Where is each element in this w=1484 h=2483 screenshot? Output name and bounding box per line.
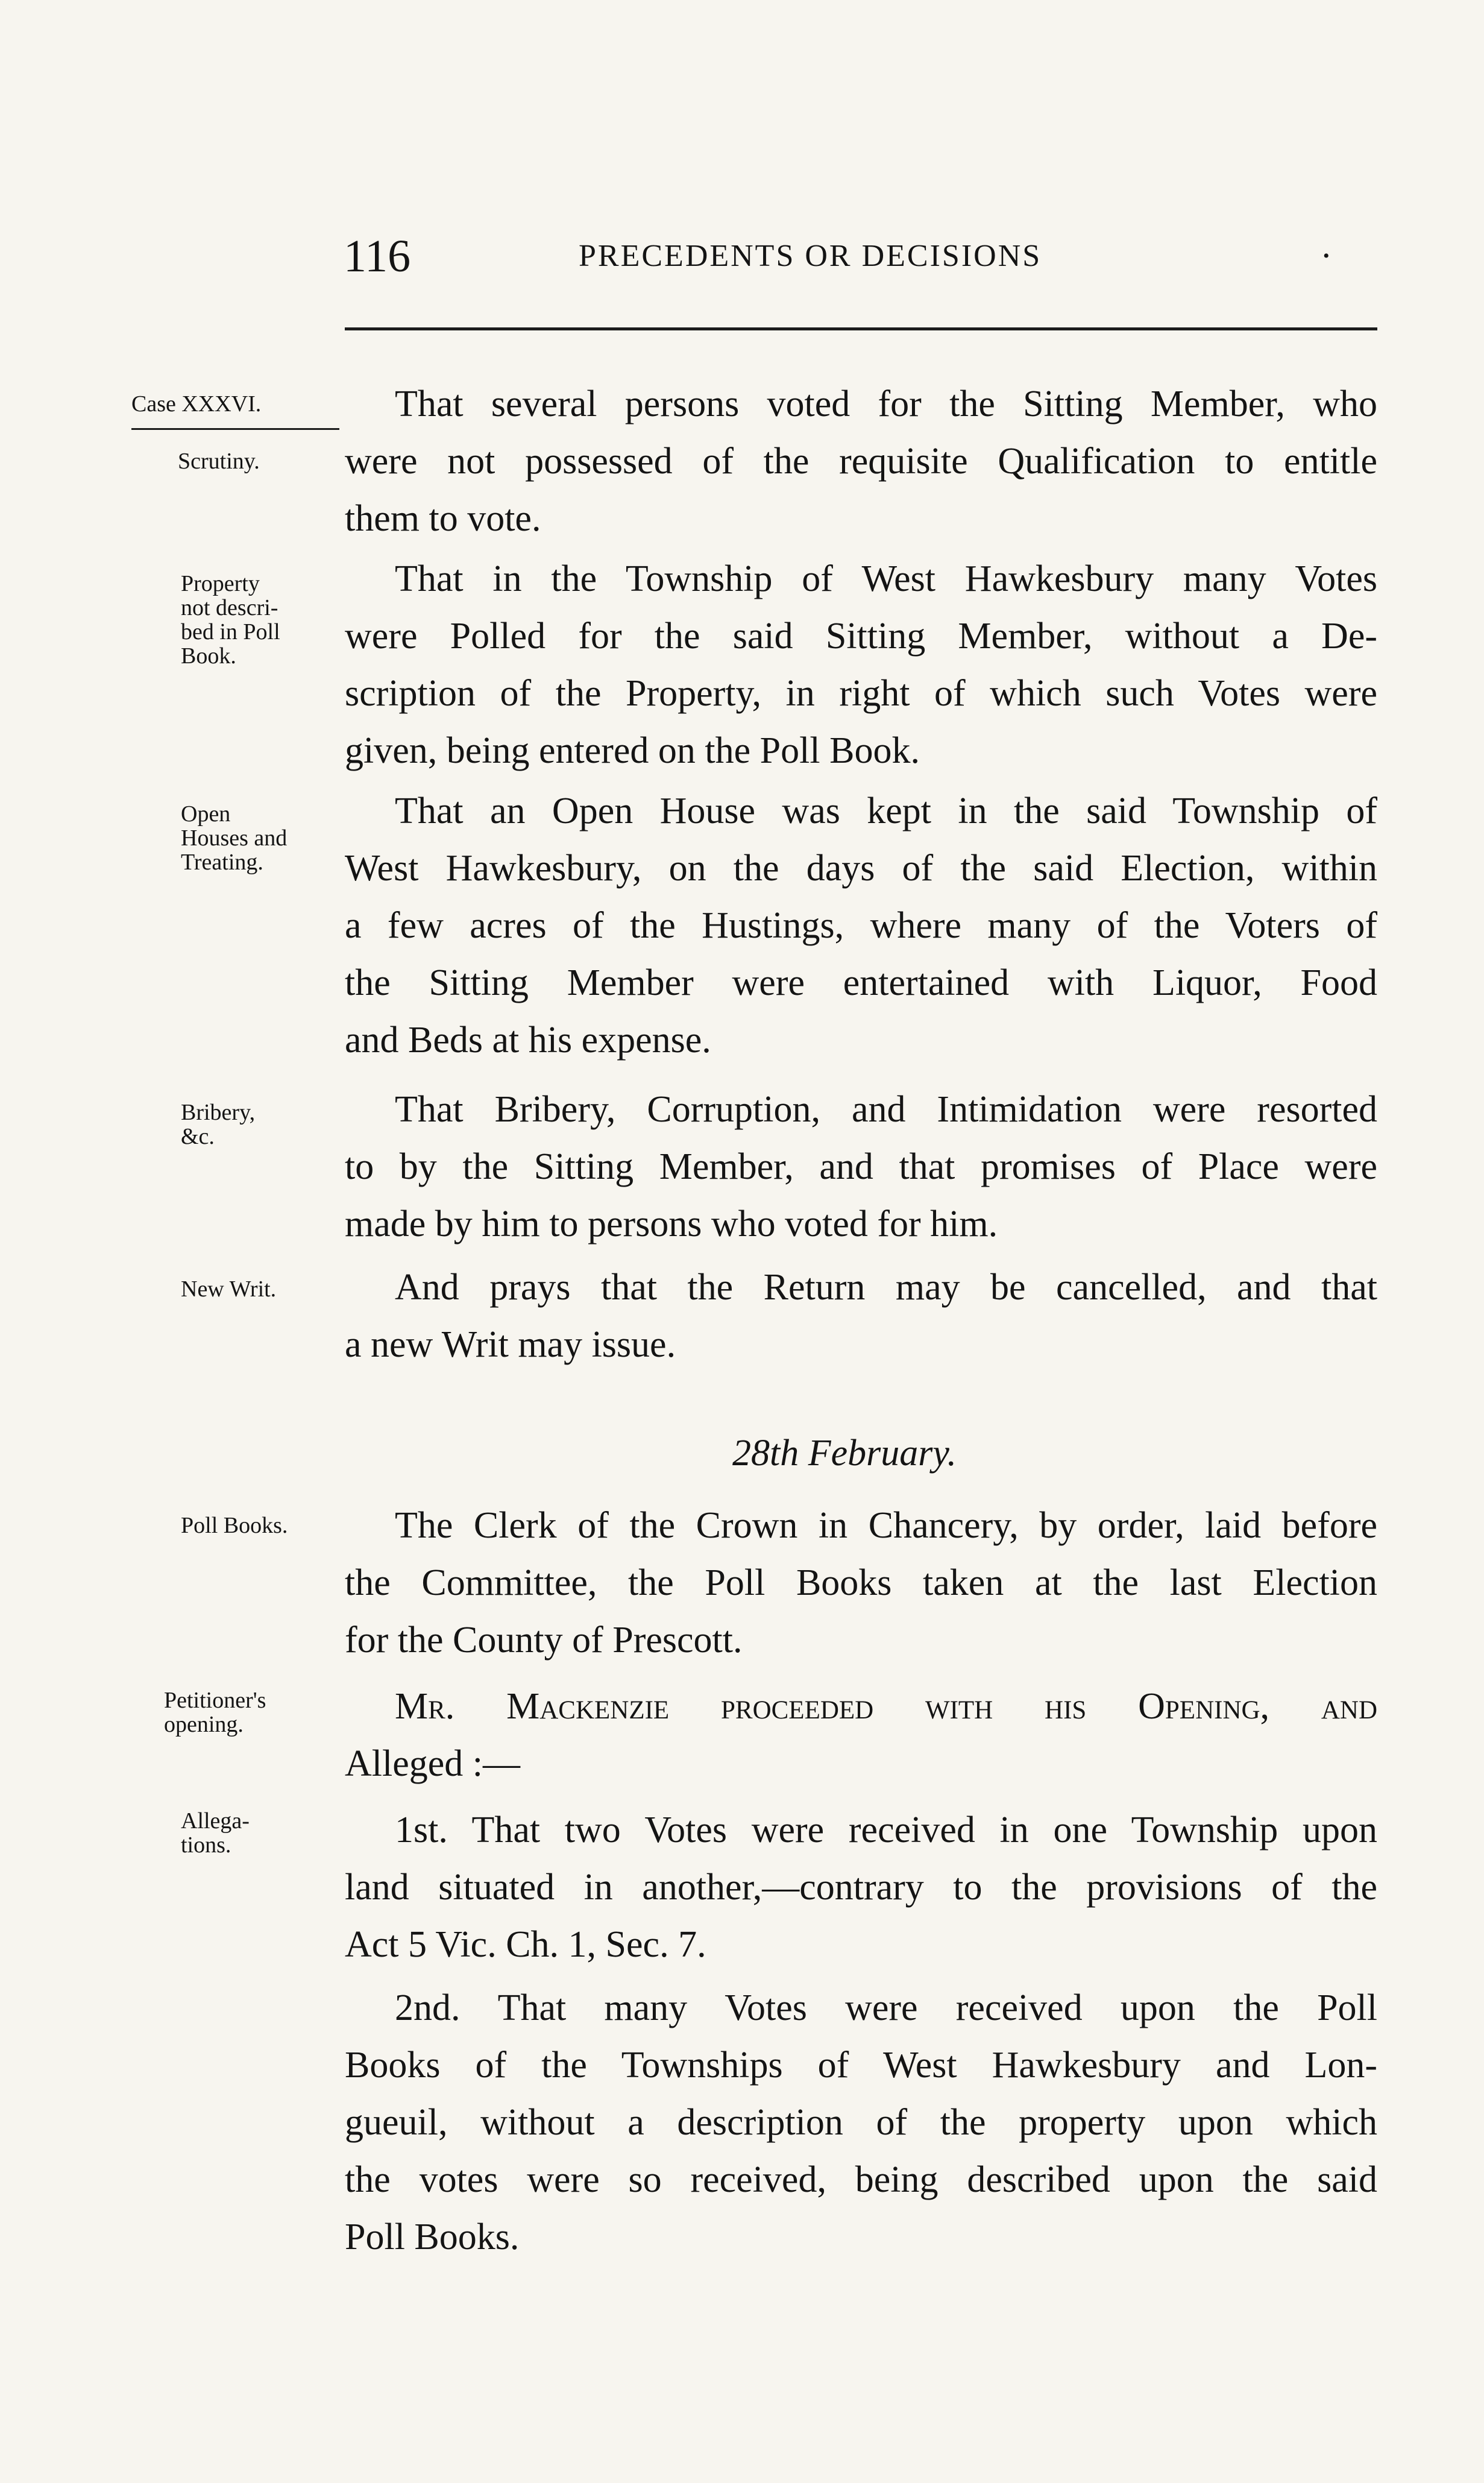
body-line: them to vote. [345, 498, 541, 539]
body-line: a new Writ may issue. [345, 1324, 676, 1365]
sidenote-line: opening. [164, 1712, 244, 1737]
body-line: That several persons voted for the Sitting Member, who [395, 383, 1377, 424]
body-line: The Clerk of the Crown in Chancery, by order, laid before [395, 1505, 1377, 1546]
body-line: That in the Township of West Hawkesbury many Votes [395, 558, 1377, 599]
sidenote-case: Case XXXVI. [131, 391, 262, 417]
body-line: were Polled for the said Sitting Member, without a De- [345, 616, 1377, 657]
body-line: Poll Books. [345, 2216, 520, 2257]
body-line: for the County of Prescott. [345, 1620, 743, 1661]
sidenote-allegations [181, 1809, 250, 1857]
running-title: PRECEDENTS OR DECISIONS [579, 239, 1042, 273]
sidenote-poll-books: Poll Books. [181, 1513, 288, 1538]
sidenote-case-rule [131, 428, 339, 430]
body-line: made by him to persons who voted for him. [345, 1204, 998, 1245]
body-line: Alleged :— [345, 1743, 520, 1784]
page-header [0, 223, 1484, 289]
page-number: 116 [344, 231, 411, 282]
sidenote-line: &c. [181, 1124, 215, 1149]
sidenote-scrutiny: Scrutiny. [178, 449, 260, 474]
body-line: And prays that the Return may be cancelled, and that [395, 1267, 1377, 1308]
sidenote-line: Houses and [181, 825, 288, 851]
body-line: were not possessed of the requisite Qualification to entitle [345, 441, 1377, 482]
body-line: 1st. That two Votes were received in one Township upon [395, 1809, 1377, 1850]
sidenote-line: tions. [181, 1832, 231, 1858]
sidenote-line: bed in Poll [181, 619, 280, 645]
sidenote-line: Bribery, [181, 1100, 256, 1125]
body-line: 2nd. That many Votes were received upon the Poll [395, 1987, 1377, 2028]
sidenote-line: Treating. [181, 850, 263, 875]
printer-mark: • [1323, 246, 1330, 266]
body-line: and Beds at his expense. [345, 1020, 711, 1061]
body-line: Books of the Townships of West Hawkesbury and Lon- [345, 2045, 1377, 2086]
sidenote-bribery [181, 1100, 255, 1149]
sidenote-petitioners-opening [164, 1688, 266, 1737]
body-line: Act 5 Vic. Ch. 1, Sec. 7. [345, 1924, 706, 1965]
sidenote-property [181, 572, 280, 668]
body-line: the Committee, the Poll Books taken at the last Election [345, 1562, 1377, 1603]
body-line: That an Open House was kept in the said Township of [395, 790, 1377, 831]
body-line: to by the Sitting Member, and that promises of Place were [345, 1146, 1377, 1187]
body-line: West Hawkesbury, on the days of the said Election, within [345, 848, 1377, 889]
body-line: given, being entered on the Poll Book. [345, 730, 920, 771]
body-line: the Sitting Member were entertained with Liquor, Food [345, 962, 1377, 1003]
sidenote-line: Petitioner's [164, 1688, 266, 1713]
body-line: Mr. Mackenzie proceeded with his Opening, and [395, 1686, 1377, 1727]
sidenote-line: Book. [181, 643, 236, 669]
sidenote-line: Open [181, 801, 231, 827]
body-line: a few acres of the Hustings, where many of the Voters of [345, 905, 1377, 946]
header-rule [345, 327, 1377, 330]
sidenote-new-writ: New Writ. [181, 1276, 277, 1302]
body-line: land situated in another,—contrary to the provisions of the [345, 1867, 1377, 1908]
body-line: That Bribery, Corruption, and Intimidation were resorted [395, 1089, 1377, 1130]
date-heading: 28th February. [732, 1433, 957, 1474]
body-line: scription of the Property, in right of which such Votes were [345, 673, 1377, 714]
body-line: gueuil, without a description of the property upon which [345, 2102, 1377, 2143]
body-line: the votes were so received, being described upon the said [345, 2159, 1377, 2200]
sidenote-line: Allega- [181, 1808, 250, 1834]
sidenote-line: Property [181, 571, 260, 596]
sidenote-open-houses [181, 802, 287, 874]
sidenote-line: not descri- [181, 595, 278, 620]
